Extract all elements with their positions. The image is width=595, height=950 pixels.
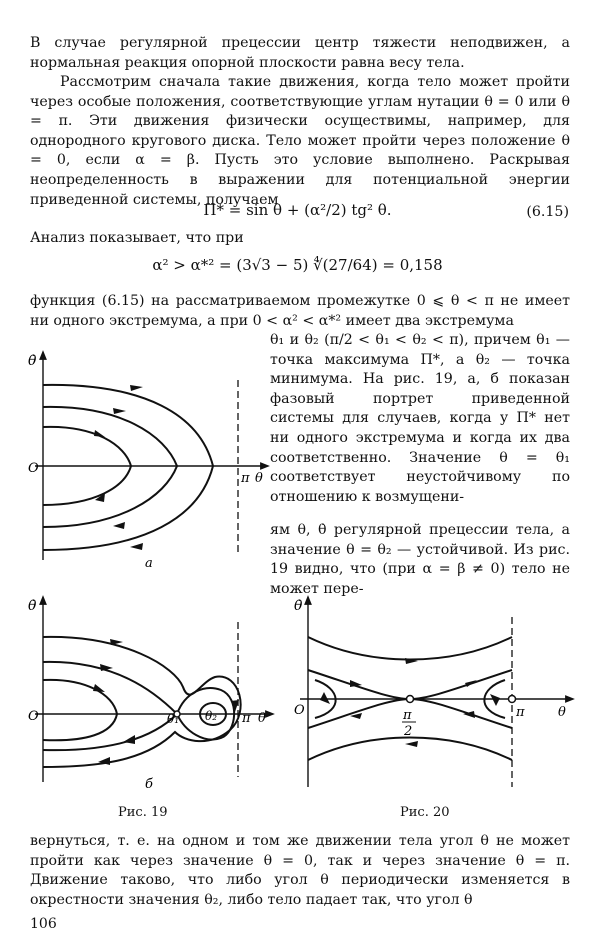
paragraph-singular-positions: Рассмотрим сначала такие движения, когда тело может пройти через особые положения, соответствующие углам нутации θ = 0 или θ = π. Эти движения физически осуществимы, например, для однородного кругового диска. Тело может пройти через положение θ = 0, если α = β. Пусть это условие выполнено. Раскрывая неопределенность в выражении для потенциальной энергии приведенной системы, получаем	[30, 74, 570, 208]
figure-19b	[25, 592, 275, 792]
caption-fig19: Рис. 19	[118, 805, 168, 820]
arrow	[93, 684, 105, 692]
origin-label: O	[28, 709, 39, 724]
bottom-outer-trajectory	[308, 738, 512, 761]
arrow	[465, 680, 477, 687]
x-axis-label: θ	[258, 711, 266, 726]
theta2-label: θ₂	[205, 709, 218, 723]
origin-label: O	[28, 461, 39, 476]
origin-label: O	[294, 703, 305, 718]
arrow	[113, 522, 125, 529]
separatrix-left	[43, 662, 180, 750]
arrow	[130, 543, 143, 550]
subfigure-label: б	[145, 777, 153, 792]
x-axis-label: θ	[255, 471, 263, 486]
arrow	[350, 680, 362, 687]
page-number: 106	[30, 916, 57, 932]
arrow	[113, 408, 126, 414]
paragraph-phase-portrait: θ₁ и θ₂ (π/2 < θ₁ < θ₂ < π), причем θ₁ — точка максимума Π*, а θ₂ — точка минимума. На рис. 19, а, б показан фазовый портрет приведенной системы для случаев, когда у Π* нет ни одного экстремума и когда их два соответственно. Значение θ = θ₁ соответствует неустойчивому по отношению к возмущени-	[270, 332, 570, 505]
pi-half-numerator: π	[403, 708, 412, 723]
theta1-label: θ₁	[167, 712, 180, 726]
pi-label: π	[242, 711, 251, 726]
paragraph-analysis: Анализ показывает, что при	[30, 230, 244, 246]
y-axis-label: θ̇	[28, 598, 37, 614]
pi-label: π	[241, 471, 250, 486]
arrow	[320, 692, 330, 704]
point-pi	[509, 696, 516, 703]
inner-trajectory	[43, 680, 117, 740]
equation-6-15: Π* = sin θ + (α²/2) tg² θ.	[203, 201, 392, 219]
pi-label: π	[516, 705, 525, 720]
arrow	[490, 694, 500, 706]
caption-fig20: Рис. 20	[400, 805, 450, 820]
y-axis-label: θ̇	[28, 353, 37, 369]
equation-condition: α² > α*² = (3√3 − 5) ∜(27/64) = 0,158	[152, 256, 443, 274]
saddle-point-pi-half	[407, 696, 414, 703]
paragraph-stability: ям θ, θ̇ регулярной прецессии тела, а значение θ = θ₂ — устойчивой. Из рис. 19 видно, что (при α = β ≠ 0) тело не может пере-	[270, 522, 570, 597]
paragraph-extrema: функция (6.15) на рассматриваемом промежутке 0 ⩽ θ < π не имеет ни одного экстремума, а при 0 < α² < α*² имеет два экстремума	[30, 293, 570, 329]
paragraph-cannot-flip: вернуться, т. е. на одном и том же движении тела угол θ не может пройти как через значение θ = 0, так и через значение θ = π. Движение таково, что либо угол θ периодически изменяется в окрестности значения θ₂, либо тело падает так, что угол θ	[30, 833, 570, 908]
middle-trajectory	[43, 407, 177, 527]
arrow	[110, 639, 123, 645]
x-axis-label: θ	[558, 705, 566, 720]
top-outer-trajectory	[308, 637, 512, 660]
top-separatrix	[308, 670, 512, 699]
figure-19a	[25, 345, 270, 575]
subfigure-label: а	[145, 556, 153, 571]
figure-20	[290, 592, 575, 792]
y-axis-label: θ̇	[294, 598, 303, 614]
arrow	[405, 741, 418, 747]
arrow	[130, 385, 143, 391]
arrow	[94, 430, 105, 437]
pi-half-denominator: 2	[404, 724, 413, 739]
equation-number: (6.15)	[526, 204, 569, 220]
paragraph-regular-precession: В случае регулярной прецессии центр тяжести неподвижен, а нормальная реакция опорной плоскости равна весу тела.	[30, 35, 570, 71]
outer-trajectory	[43, 637, 241, 767]
